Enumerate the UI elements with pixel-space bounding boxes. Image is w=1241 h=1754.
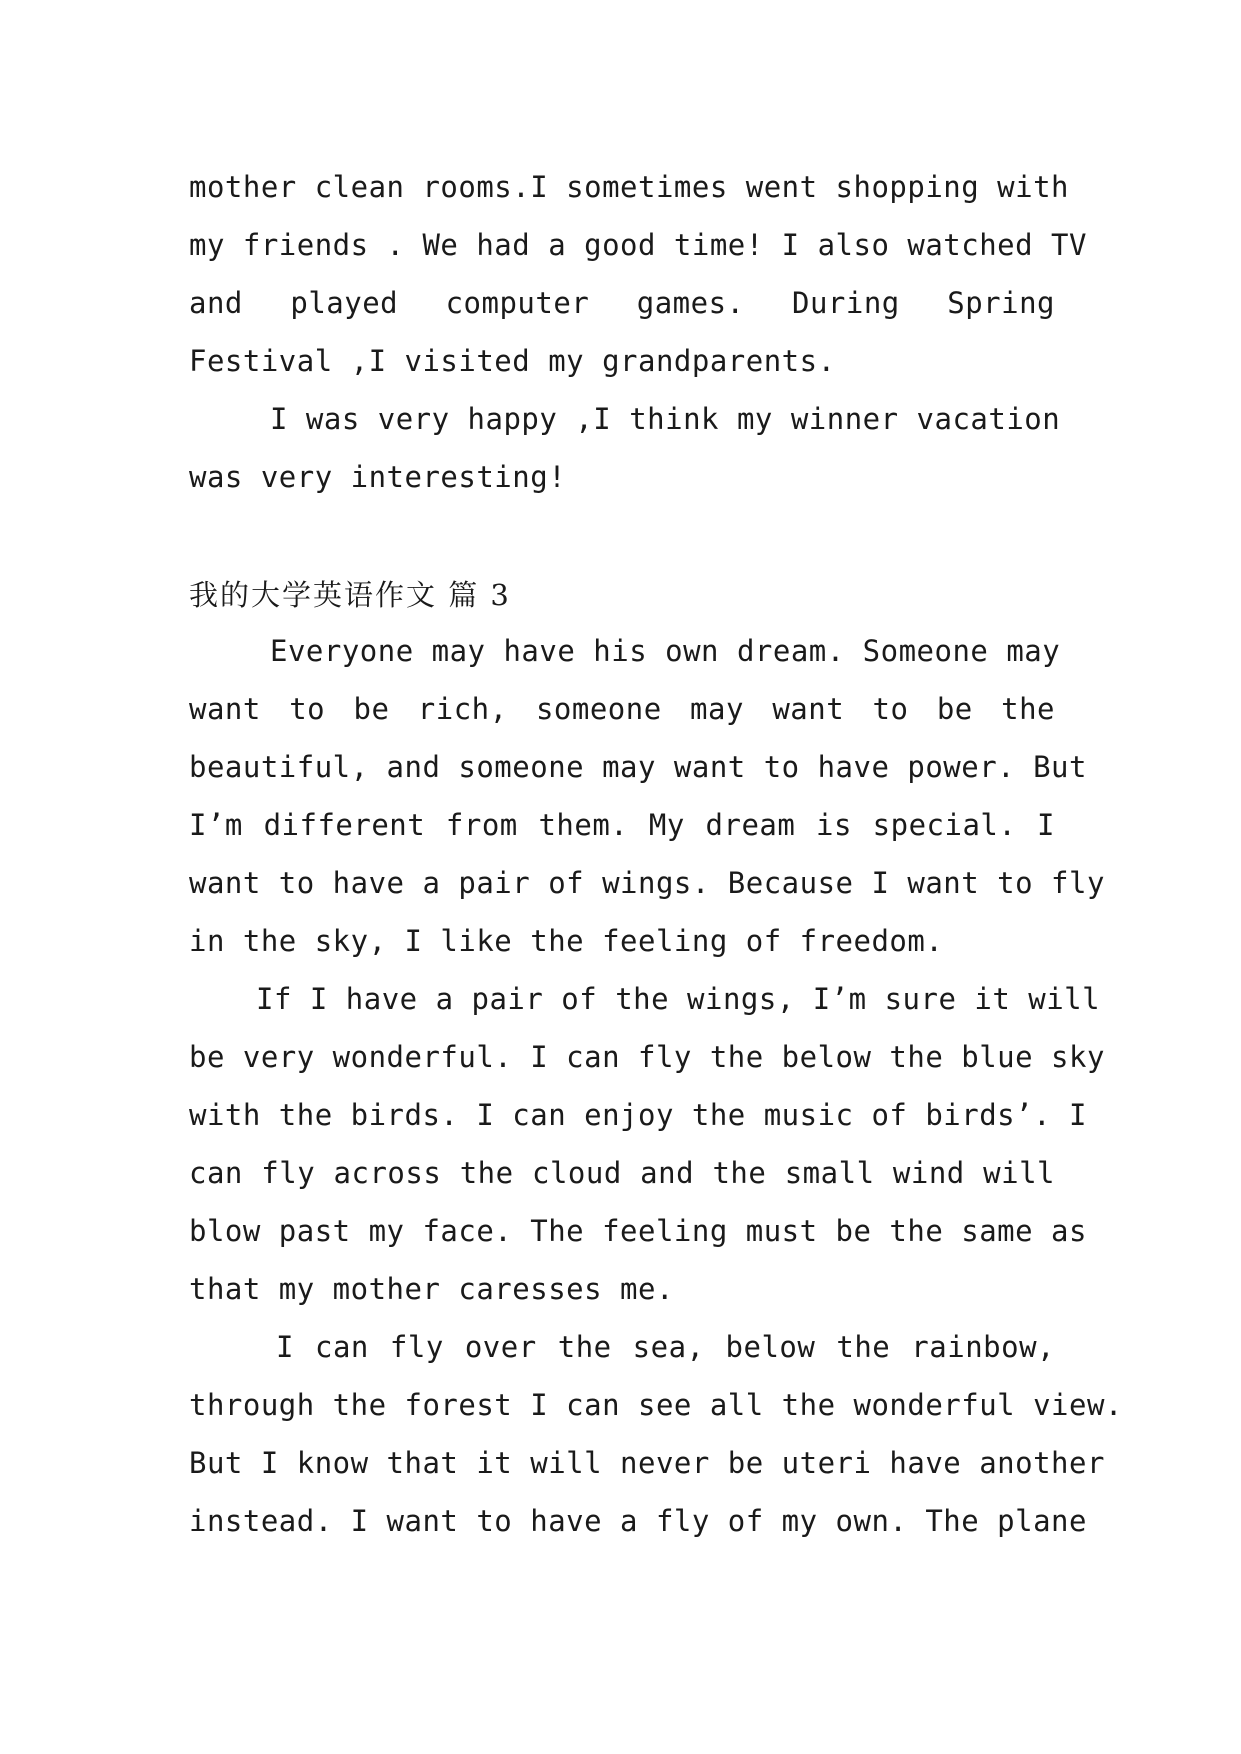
text-line: If I have a pair of the wings, I’m sure it will: [256, 982, 1101, 1016]
text-line: my friends . We had a good time! I also watched TV: [189, 228, 1087, 262]
text-line: with the birds. I can enjoy the music of birds’. I: [189, 1098, 1087, 1132]
text-line: can fly across the cloud and the small wind will: [189, 1156, 1055, 1190]
text-line: But I know that it will never be uteri have another: [189, 1446, 1105, 1480]
text-line: want to have a pair of wings. Because I want to fly: [189, 866, 1105, 900]
text-line: that my mother caresses me.: [189, 1272, 674, 1306]
text-line: was very interesting!: [189, 460, 567, 494]
text-line: be very wonderful. I can fly the below the blue sky: [189, 1040, 1105, 1074]
section-heading: 我的大学英语作文 篇 3: [189, 578, 511, 612]
text-line: Festival ,I visited my grandparents.: [189, 344, 836, 378]
text-line: beautiful, and someone may want to have power. But: [189, 750, 1087, 784]
text-line: Everyone may have his own dream. Someone may: [270, 634, 1061, 668]
text-line: in the sky, I like the feeling of freedom.: [189, 924, 944, 958]
text-line: I was very happy ,I think my winner vacation: [270, 402, 1061, 436]
text-line: I’m different from them. My dream is special. I: [189, 808, 1055, 842]
text-line: want to be rich, someone may want to be the: [189, 692, 1055, 726]
text-line: and played computer games. During Spring: [189, 286, 1055, 320]
text-line: instead. I want to have a fly of my own. The plane: [189, 1504, 1087, 1538]
text-line: I can fly over the sea, below the rainbow,: [276, 1330, 1055, 1364]
text-line: mother clean rooms.I sometimes went shopping with: [189, 170, 1070, 204]
text-line: through the forest I can see all the wonderful view.: [189, 1388, 1123, 1422]
text-line: blow past my face. The feeling must be the same as: [189, 1214, 1087, 1248]
